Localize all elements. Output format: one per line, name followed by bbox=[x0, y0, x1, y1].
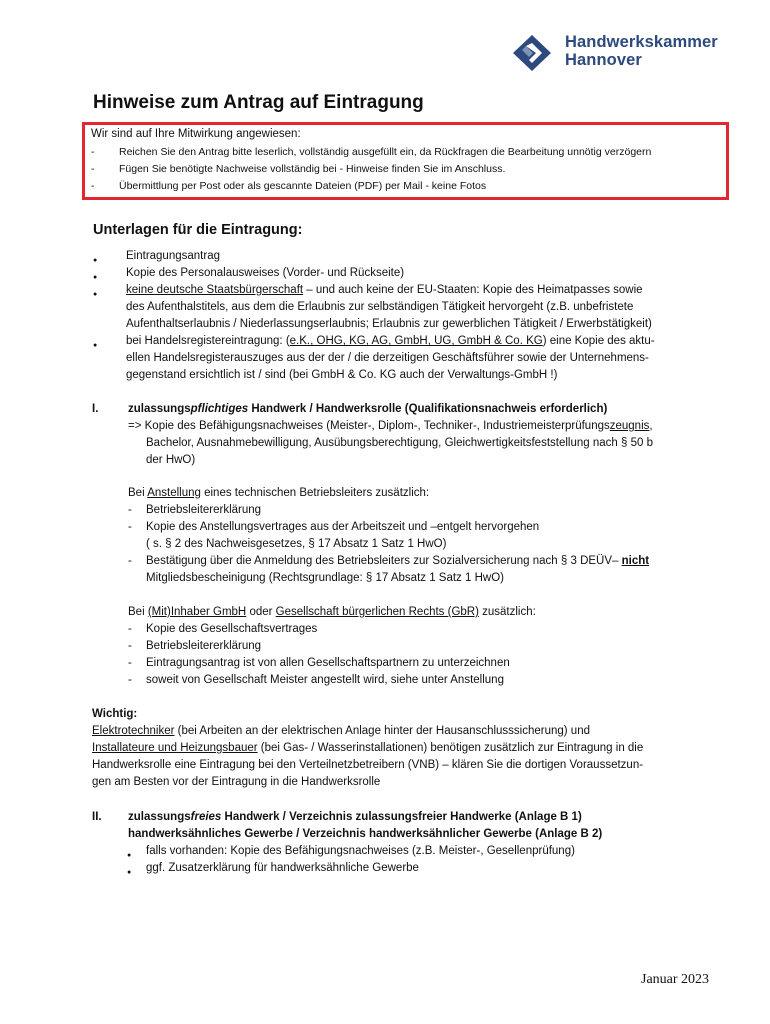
list-item: Eintragungsantrag ist von allen Gesellschaftspartnern zu unterzeichnen bbox=[146, 657, 510, 669]
list-item: soweit von Gesellschaft Meister angestellt wird, siehe unter Anstellung bbox=[146, 674, 504, 686]
heading-part: zulassungs bbox=[128, 811, 191, 823]
notice-dash: - bbox=[91, 163, 95, 175]
list-item bbox=[126, 333, 655, 350]
list-item bbox=[146, 553, 649, 570]
notice-item: Übermittlung per Post oder als gescannte Dateien (PDF) per Mail - keine Fotos bbox=[119, 180, 487, 192]
heading-part: Handwerk / Verzeichnis zulassungsfreier Handwerke (Anlage B 1) bbox=[221, 811, 582, 823]
text-part: Bei bbox=[128, 487, 148, 499]
list-item-text: ) eine Kopie des aktu- bbox=[542, 335, 655, 347]
notice-dash: - bbox=[91, 180, 95, 192]
text-part: Bestätigung über die Anmeldung des Betriebsleiters zur Sozialversicherung nach § 3 DEÜV– bbox=[146, 555, 622, 567]
hwk-logo bbox=[513, 33, 728, 73]
notice-item: Fügen Sie benötigte Nachweise vollständig bei - Hinweise finden Sie im Anschluss. bbox=[119, 163, 506, 175]
notice-intro: Wir sind auf Ihre Mitwirkung angewiesen: bbox=[91, 128, 301, 140]
text-part: (bei Arbeiten an der elektrischen Anlage hinter der Hausanschlusssicherung) und bbox=[174, 725, 590, 737]
list-dash: - bbox=[128, 504, 132, 516]
list-item: ● Eintragungsantrag bbox=[126, 248, 220, 265]
underlined-text: Installateure und Heizungsbauer bbox=[92, 742, 258, 754]
list-dash: - bbox=[128, 521, 132, 533]
underlined-text: zeugnis bbox=[609, 420, 650, 432]
text-part: oder bbox=[246, 606, 276, 618]
heading-italic: pflichtiges bbox=[190, 403, 249, 415]
underlined-text: Anstellung bbox=[147, 487, 201, 499]
underlined-text: e.K., OHG, KG, AG, GmbH, UG, GmbH & Co. KG bbox=[289, 335, 543, 347]
wichtig-heading: Wichtig: bbox=[92, 708, 138, 720]
text-part: (bei Gas- / Wasserinstallationen) benötigen zusätzlich zur Eintragung in die bbox=[257, 742, 644, 754]
list-item: Kopie des Gesellschaftsvertrages bbox=[146, 623, 318, 635]
text-part: , bbox=[649, 420, 653, 432]
list-item: Betriebsleitererklärung bbox=[146, 504, 262, 516]
list-dash: - bbox=[128, 555, 132, 567]
list-item-continuation: Mitgliedsbescheinigung (Rechtsgrundlage: § 17 Absatz 1 Satz 1 HwO) bbox=[146, 572, 504, 584]
notice-item: Reichen Sie den Antrag bitte leserlich, vollständig ausgefüllt ein, da Rückfragen die Bearbeitung unnötig verzögern bbox=[119, 146, 652, 158]
list-dash: - bbox=[128, 640, 132, 652]
text-part: => Kopie des Befähigungsnachweises (Meister-, Diplom-, Techniker-, Industriemeisterprüfungs bbox=[128, 420, 610, 432]
section-heading-unterlagen: Unterlagen für die Eintragung: bbox=[93, 222, 303, 238]
section-text: der HwO) bbox=[146, 454, 196, 466]
wichtig-text bbox=[92, 723, 590, 740]
list-dash: - bbox=[128, 674, 132, 686]
list-item-continuation: des Aufenthalstitels, aus dem die Erlaubnis zur selbständigen Tätigkeit hervorgeht (z.B. unbefristete bbox=[126, 301, 634, 313]
wichtig-text bbox=[92, 740, 643, 757]
heading-part: Handwerk / Handwerksrolle (Qualifikationsnachweis erforderlich) bbox=[248, 403, 608, 415]
underlined-text: Elektrotechniker bbox=[92, 725, 175, 737]
logo-wordmark bbox=[565, 33, 718, 69]
text-part: Bei bbox=[128, 606, 148, 618]
footer-date: Januar 2023 bbox=[641, 972, 710, 987]
logo-line-1: Handwerkskammer bbox=[565, 33, 718, 51]
list-item: ● ggf. Zusatzerklärung für handwerksähnliche Gewerbe bbox=[146, 860, 419, 877]
list-item: Betriebsleitererklärung bbox=[146, 640, 262, 652]
list-dash: - bbox=[128, 657, 132, 669]
text-part: eines technischen Betriebsleiters zusätzlich: bbox=[200, 487, 430, 499]
heading-italic: freies bbox=[190, 811, 222, 823]
section-number: I. bbox=[92, 403, 99, 415]
list-item bbox=[126, 282, 643, 299]
underlined-text: Gesellschaft bürgerlichen Rechts (GbR) bbox=[275, 606, 479, 618]
list-item: Kopie des Anstellungsvertrages aus der Arbeitszeit und –entgelt hervorgehen bbox=[146, 521, 540, 533]
wichtig-text: gen am Besten vor der Eintragung in die Handwerksrolle bbox=[92, 776, 381, 788]
notice-dash: - bbox=[91, 146, 95, 158]
section-heading-2 bbox=[128, 809, 582, 826]
list-item-continuation: Aufenthaltserlaubnis / Niederlassungserlaubnis; Erlaubnis zur gewerblichen Tätigkeit / Erwerbstätigkeit) bbox=[126, 318, 652, 330]
heading-part: zulassungs bbox=[128, 403, 191, 415]
list-item-continuation: ( s. § 2 des Nachweisgesetzes, § 17 Absatz 1 Satz 1 HwO) bbox=[146, 538, 447, 550]
text-part: zusätzlich: bbox=[478, 606, 536, 618]
section-heading-2b: handwerksähnliches Gewerbe / Verzeichnis handwerksähnlicher Gewerbe (Anlage B 2) bbox=[128, 828, 603, 840]
list-item-continuation: gegenstand ersichtlich ist / sind (bei GmbH & Co. KG auch der Verwaltungs-GmbH !) bbox=[126, 369, 558, 381]
subsection-intro bbox=[128, 604, 536, 621]
list-item-continuation: ellen Handelsregisterauszuges aus der der / die derzeitigen Geschäftsführer sowie der Unternehmens- bbox=[126, 352, 649, 364]
logo-line-2: Hannover bbox=[565, 51, 642, 69]
section-text bbox=[128, 418, 653, 435]
list-dash: - bbox=[128, 623, 132, 635]
section-number: II. bbox=[92, 811, 102, 823]
hwk-logo-icon bbox=[513, 35, 551, 71]
section-text: Bachelor, Ausnahmebewilligung, Ausübungsberechtigung, Gleichwertigkeitsfeststellung nach § 50 b bbox=[146, 437, 653, 449]
section-heading-1 bbox=[128, 401, 607, 418]
wichtig-text: Handwerksrolle eine Eintragung bei den Verteilnetzbetreibern (VNB) – klären Sie die dortigen Voraussetzun- bbox=[92, 759, 644, 771]
list-item: ● Kopie des Personalausweises (Vorder- und Rückseite) bbox=[126, 265, 404, 282]
list-item: ● falls vorhanden: Kopie des Befähigungsnachweises (z.B. Meister-, Gesellenprüfung) bbox=[146, 843, 575, 860]
underlined-text: (Mit)Inhaber GmbH bbox=[147, 606, 247, 618]
subsection-intro bbox=[128, 485, 429, 502]
list-item-text: bei Handelsregistereintragung: ( bbox=[126, 335, 290, 347]
list-item-text: – und auch keine der EU-Staaten: Kopie des Heimatpasses sowie bbox=[303, 284, 643, 296]
underlined-text: keine deutsche Staatsbürgerschaft bbox=[126, 284, 304, 296]
bold-underlined-text: nicht bbox=[621, 555, 650, 567]
page-title: Hinweise zum Antrag auf Eintragung bbox=[93, 92, 424, 113]
